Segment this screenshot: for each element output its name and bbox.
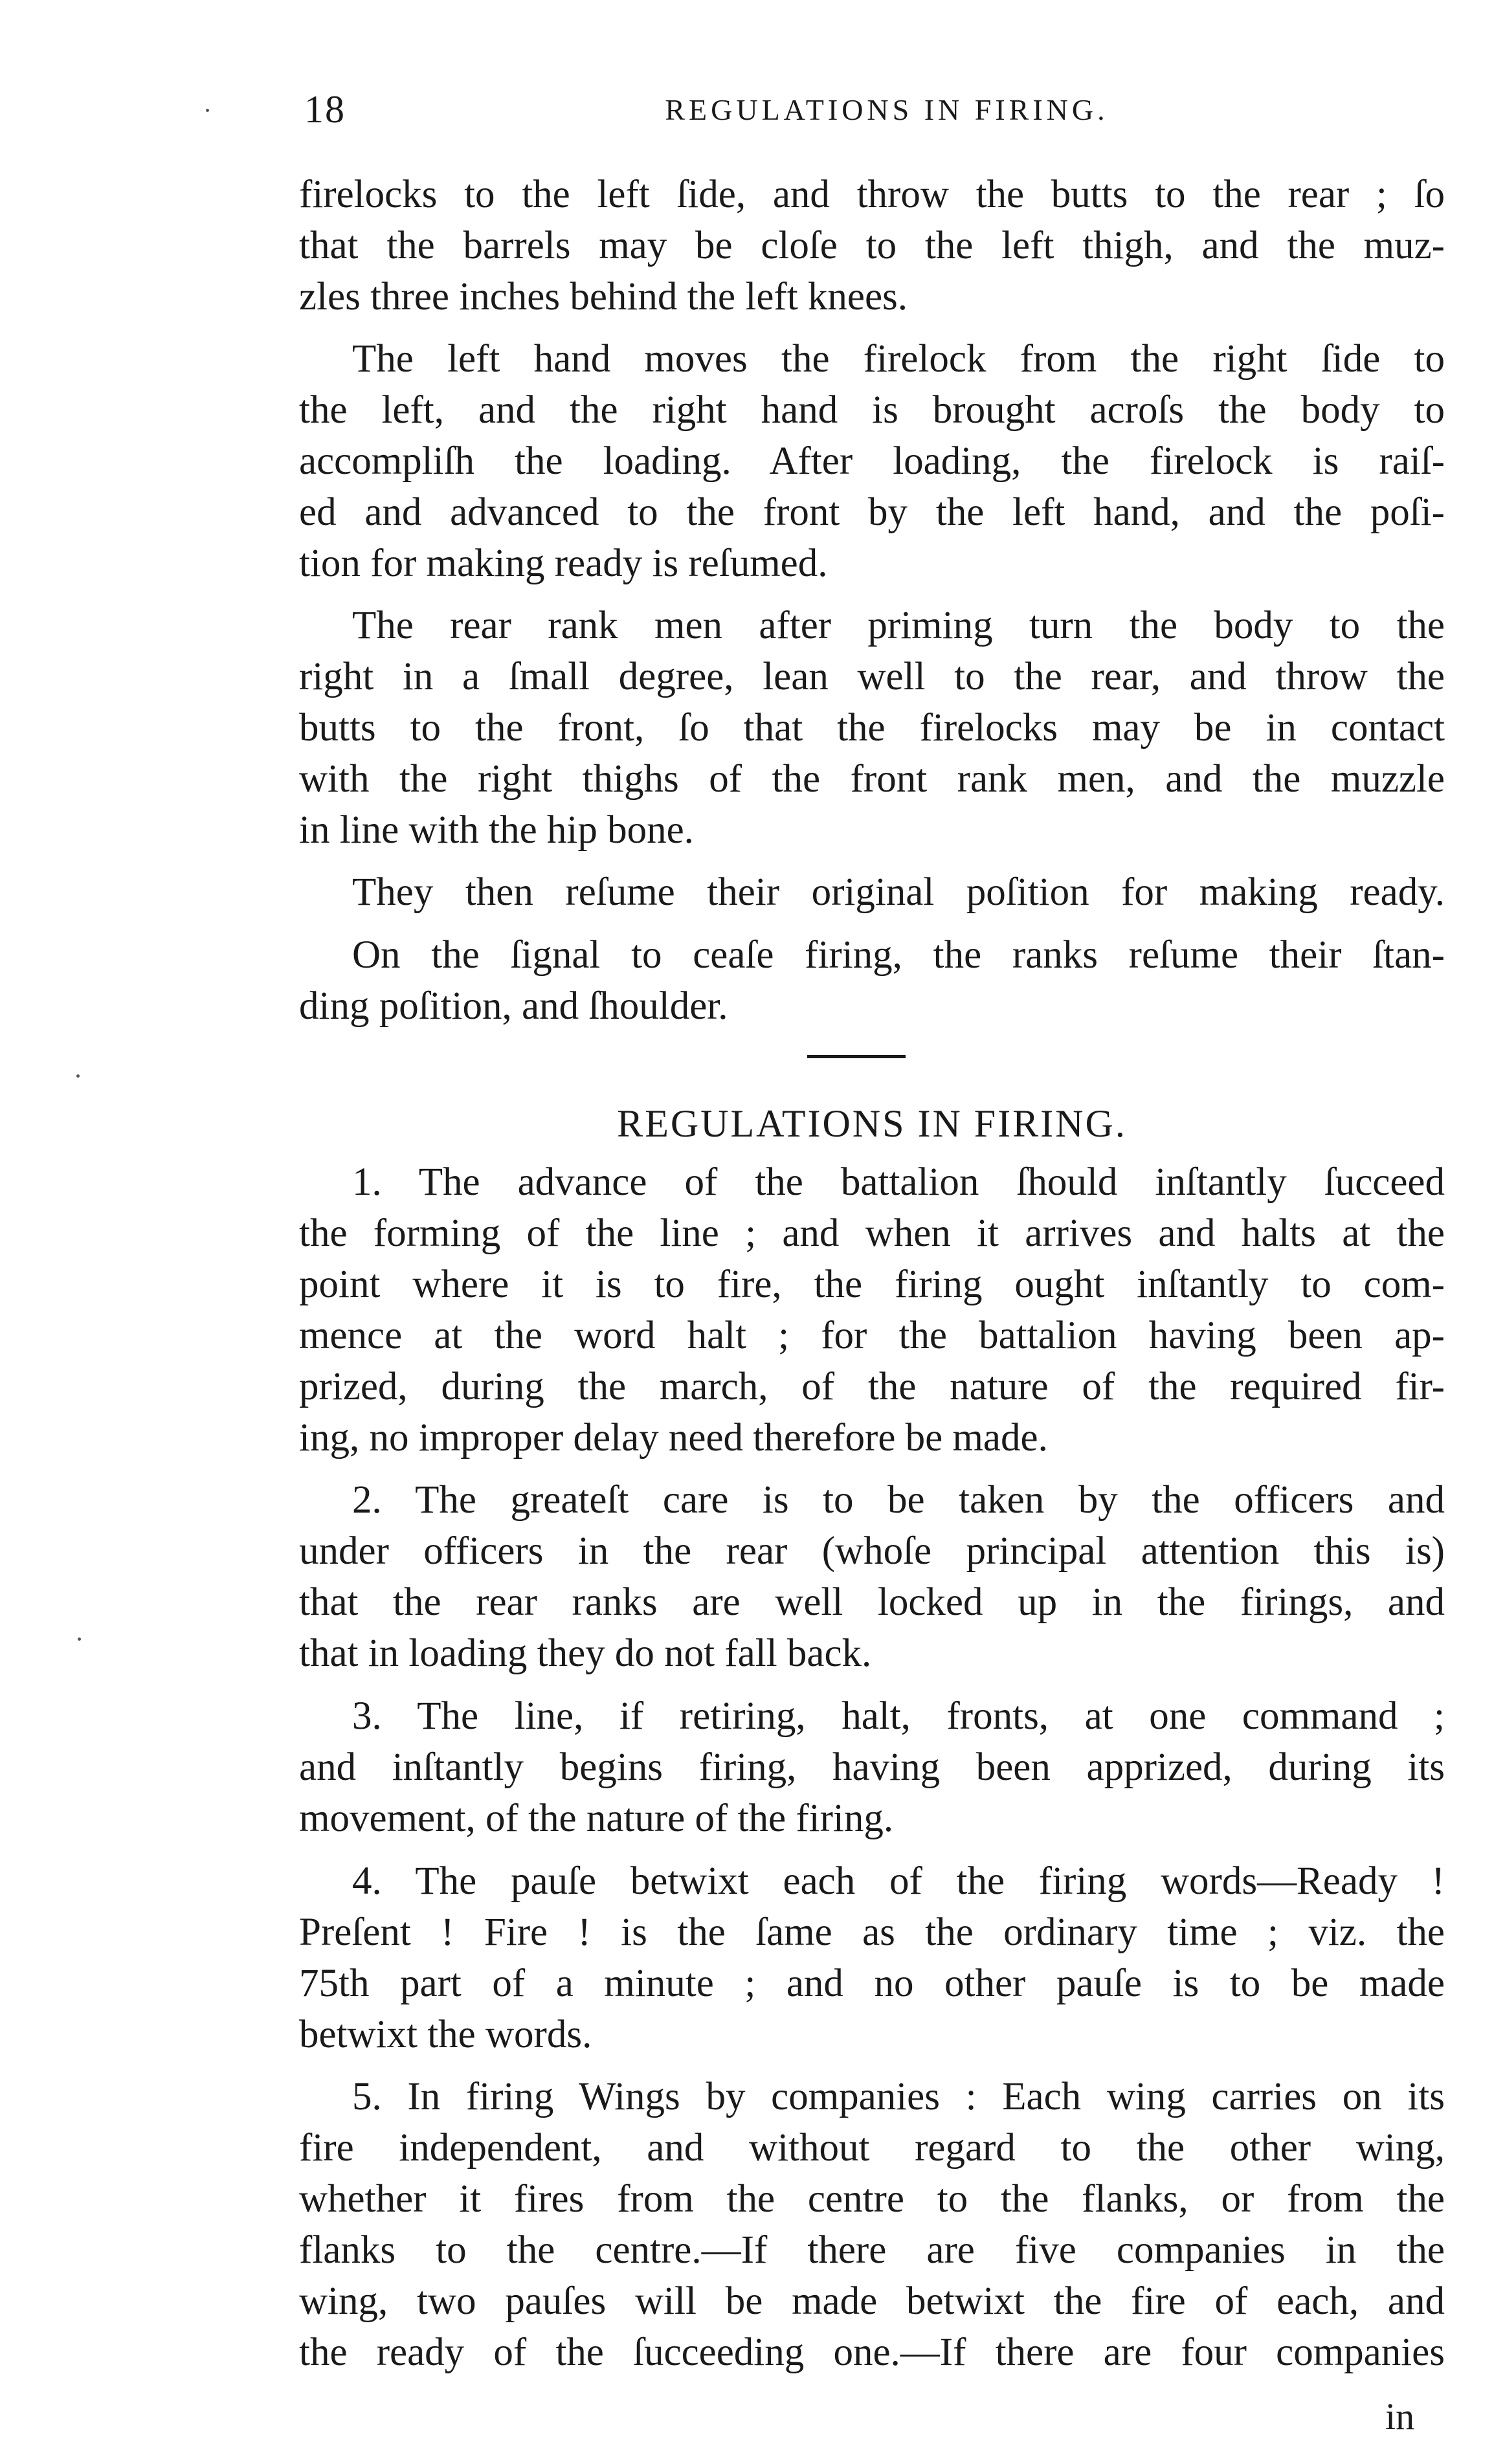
- text-line: 2. The greateſt care is to be taken by the officers and: [352, 1478, 1445, 1522]
- paper-speck: [78, 1637, 81, 1641]
- text-line: the ready of the ſucceeding one.—If there are four companies: [299, 2330, 1445, 2374]
- text-line: the left, and the right hand is brought acroſs the body to: [299, 388, 1445, 432]
- text-line: point where it is to fire, the firing ought inſtantly to com-: [299, 1262, 1445, 1306]
- text-line: 3. The line, if retiring, halt, fronts, at one command ;: [352, 1694, 1445, 1738]
- text-line: whether it fires from the centre to the flanks, or from the: [299, 2177, 1445, 2221]
- text-line: They then reſume their original poſition for making ready.: [352, 871, 1445, 915]
- text-line: that the rear ranks are well locked up in the firings, and: [299, 1581, 1445, 1625]
- page-header: [304, 87, 1450, 139]
- section-text-block: [299, 1157, 1445, 2379]
- paragraph: [299, 334, 1445, 589]
- numbered-paragraph: [299, 1475, 1445, 1680]
- text-line: The rear rank men after priming turn the body to the: [352, 604, 1445, 648]
- paragraph: [299, 170, 1445, 322]
- text-line: 1. The advance of the battalion ſhould inſtantly ſucceed: [352, 1160, 1445, 1204]
- text-line: zles three inches behind the left knees.: [299, 274, 908, 318]
- text-line: 75th part of a minute ; and no other pauſe is to be made: [299, 1961, 1445, 2005]
- text-line: 4. The pauſe betwixt each of the firing words—Ready !: [352, 1859, 1445, 1903]
- text-line: movement, of the nature of the firing.: [299, 1796, 894, 1840]
- numbered-paragraph: [299, 2072, 1445, 2378]
- text-line: in line with the hip bone.: [299, 808, 694, 852]
- paragraph: [299, 601, 1445, 856]
- text-line: accompliſh the loading. After loading, the firelock is raiſ-: [299, 439, 1445, 483]
- page-number: 18: [304, 88, 346, 131]
- text-line: Preſent ! Fire ! is the ſame as the ordinary time ; viz. the: [299, 1910, 1445, 1954]
- numbered-paragraph: [299, 1856, 1445, 2061]
- text-line: flanks to the centre.—If there are five companies in the: [299, 2228, 1445, 2272]
- text-line: ding poſition, and ſhoulder.: [299, 984, 728, 1028]
- text-line: prized, during the march, of the nature of the required fir-: [299, 1364, 1445, 1408]
- text-line: with the right thighs of the front rank men, and the muzzle: [299, 757, 1445, 801]
- text-line: On the ſignal to ceaſe firing, the ranks reſume their ſtan-: [352, 933, 1445, 977]
- numbered-paragraph: [299, 1157, 1445, 1463]
- text-line: ing, no improper delay need therefore be made.: [299, 1415, 1048, 1460]
- text-line: the forming of the line ; and when it arrives and halts at the: [299, 1211, 1445, 1255]
- text-line: under officers in the rear (whoſe principal attention this is): [299, 1529, 1445, 1573]
- text-line: fire independent, and without regard to the other wing,: [299, 2126, 1445, 2170]
- numbered-paragraph: [299, 1691, 1445, 1845]
- text-line: that the barrels may be cloſe to the left thigh, and the muz-: [299, 223, 1445, 267]
- running-head: REGULATIONS IN FIRING.: [665, 93, 1109, 126]
- paper-speck: [206, 109, 209, 112]
- text-line: mence at the word halt ; for the battalion having been ap-: [299, 1313, 1445, 1357]
- text-line: right in a ſmall degree, lean well to the rear, and throw the: [299, 655, 1445, 699]
- text-line: tion for making ready is reſumed.: [299, 541, 828, 585]
- text-line: ed and advanced to the front by the left hand, and the poſi-: [299, 490, 1445, 534]
- text-line: that in loading they do not fall back.: [299, 1632, 872, 1676]
- text-line: betwixt the words.: [299, 2012, 592, 2056]
- text-line: firelocks to the left ſide, and throw the butts to the rear ; ſo: [299, 173, 1445, 216]
- paper-speck: [76, 1074, 80, 1078]
- text-line: butts to the front, ſo that the firelocks may be in contact: [299, 705, 1445, 749]
- continued-text-block: [299, 170, 1445, 1032]
- section-divider-rule: [807, 1055, 906, 1058]
- text-line: wing, two pauſes will be made betwixt the fire of each, and: [299, 2280, 1445, 2324]
- catchword: in: [1385, 2395, 1415, 2437]
- text-line: 5. In firing Wings by companies : Each wing carries on its: [352, 2075, 1445, 2119]
- text-line: The left hand moves the firelock from the right ſide to: [352, 337, 1445, 381]
- paragraph: [299, 867, 1445, 918]
- text-line: and inſtantly begins firing, having been apprized, during its: [299, 1745, 1445, 1789]
- paragraph: [299, 930, 1445, 1032]
- section-heading: REGULATIONS IN FIRING.: [617, 1102, 1127, 1145]
